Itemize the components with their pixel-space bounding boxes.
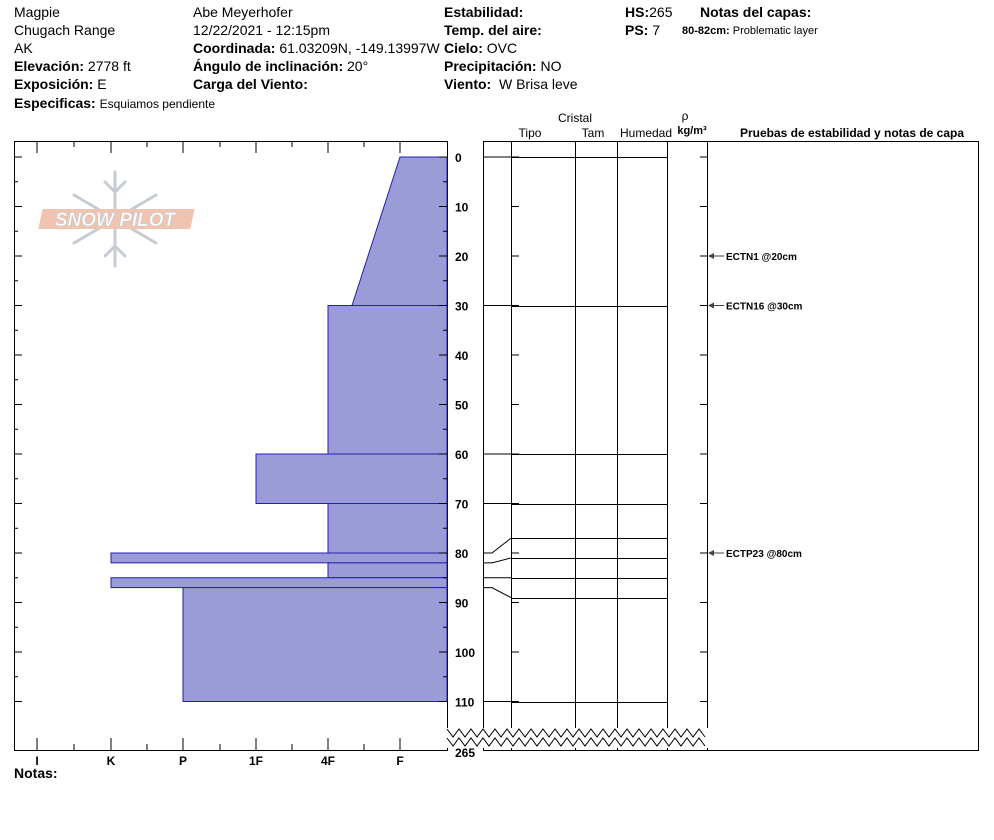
sky-value: OVC — [486, 40, 518, 56]
hardness-axis-labels — [35, 754, 403, 768]
specifics-value: Esquiamos pendiente — [99, 97, 216, 111]
stability-tests — [708, 252, 803, 560]
precip-label: Precipitación: — [444, 58, 537, 74]
depth-tick-label: 40 — [455, 349, 469, 363]
hardness-profile — [111, 157, 447, 702]
logo-text: SNOW PILOT — [54, 210, 176, 231]
wind-load-label: Carga del Viento: — [193, 76, 308, 92]
stability-label: Estabilidad: — [444, 4, 524, 20]
tests-frame — [708, 142, 979, 751]
wind-label: Viento: — [444, 76, 492, 92]
state-name: AK — [14, 40, 33, 56]
range-name: Chugach Range — [14, 22, 116, 38]
hardness-label: F — [396, 754, 404, 768]
depth-tick-label: 10 — [455, 200, 469, 215]
depth-tick-label: 100 — [455, 646, 476, 660]
crystal-table-columns — [512, 141, 668, 750]
depth-tick-label: 110 — [455, 695, 475, 710]
depth-tick-label: 30 — [455, 299, 469, 314]
depth-tick-label: 90 — [455, 596, 469, 611]
aspect-value: E — [97, 76, 107, 92]
hardness-label: 1F — [248, 754, 264, 768]
coord-label: Coordinada: — [193, 40, 276, 56]
precip-value: NO — [540, 58, 562, 74]
depth-tick-label: 70 — [455, 497, 469, 512]
ps-label: PS: — [625, 22, 649, 38]
type-header: Tipo — [518, 126, 542, 140]
layer-notes-label: Notas del capas: — [700, 4, 812, 20]
hardness-layer — [256, 454, 447, 504]
test-arrowhead — [708, 303, 714, 309]
test-label: ECTN1 @20cm — [726, 252, 797, 263]
crystal-table-frame — [484, 142, 708, 751]
slope-value: 20° — [347, 58, 369, 74]
test-label: ECTP23 @80cm — [726, 549, 802, 560]
layer-connector — [483, 538, 511, 553]
depth-tick-label: 80 — [455, 547, 469, 561]
hardness-label: 4F — [320, 754, 336, 768]
hardness-layer — [183, 588, 447, 702]
hardness-label: P — [178, 754, 188, 768]
coord-value: 61.03209N, -149.13997W — [279, 40, 440, 56]
sky-label: Cielo: — [444, 40, 483, 56]
crystal-header: Cristal — [557, 111, 593, 125]
elevation-value: 2778 ft — [87, 58, 131, 74]
test-label: ECTN16 @30cm — [726, 301, 803, 313]
layer-connector — [483, 558, 511, 563]
depth-bottom-label: 265 — [455, 746, 476, 760]
layer-note-range: 80-82cm: — [682, 25, 730, 37]
hardness-layer — [328, 563, 447, 578]
depth-tick-label: 0 — [455, 151, 462, 165]
snowpilot-logo — [38, 172, 194, 266]
ps-value: 7 — [652, 22, 661, 38]
density-unit-header: kg/m³ — [677, 125, 707, 137]
depth-tick-label: 50 — [455, 398, 469, 413]
observer-name: Abe Meyerhofer — [193, 4, 293, 20]
size-header: Tam — [581, 126, 605, 140]
slope-label: Ángulo de inclinación: — [193, 58, 344, 74]
air-temp-label: Temp. del aire: — [444, 22, 542, 38]
hardness-layer — [328, 306, 447, 455]
layer-connector — [483, 588, 511, 598]
elevation-label: Elevación: — [14, 58, 85, 74]
aspect-label: Exposición: — [14, 76, 94, 92]
test-arrowhead — [708, 253, 714, 259]
hs-label: HS: — [625, 4, 650, 20]
depth-tick-label: 60 — [455, 448, 469, 462]
hardness-label: K — [106, 754, 116, 768]
location-name: Magpie — [14, 4, 60, 20]
depth-break-zigzag — [447, 728, 708, 748]
hardness-layer — [352, 157, 447, 306]
layer-note-text: Problematic layer — [732, 25, 818, 37]
moisture-header: Humedad — [619, 126, 673, 140]
depth-tick-label: 20 — [455, 250, 469, 264]
hardness-layer — [111, 553, 447, 563]
hardness-label: I — [35, 754, 39, 768]
hardness-layer — [111, 578, 447, 588]
hardness-layer — [328, 504, 447, 554]
rho-header: ρ — [681, 109, 689, 123]
wind-value: W Brisa leve — [498, 76, 578, 92]
tests-header: Pruebas de estabilidad y notas de capa — [739, 126, 965, 140]
datetime: 12/22/2021 - 12:15pm — [193, 22, 330, 38]
specifics-label: Especificas: — [14, 95, 96, 111]
test-arrowhead — [708, 550, 714, 556]
notes-label: Notas: — [14, 765, 58, 781]
hs-value: 265 — [649, 4, 673, 20]
